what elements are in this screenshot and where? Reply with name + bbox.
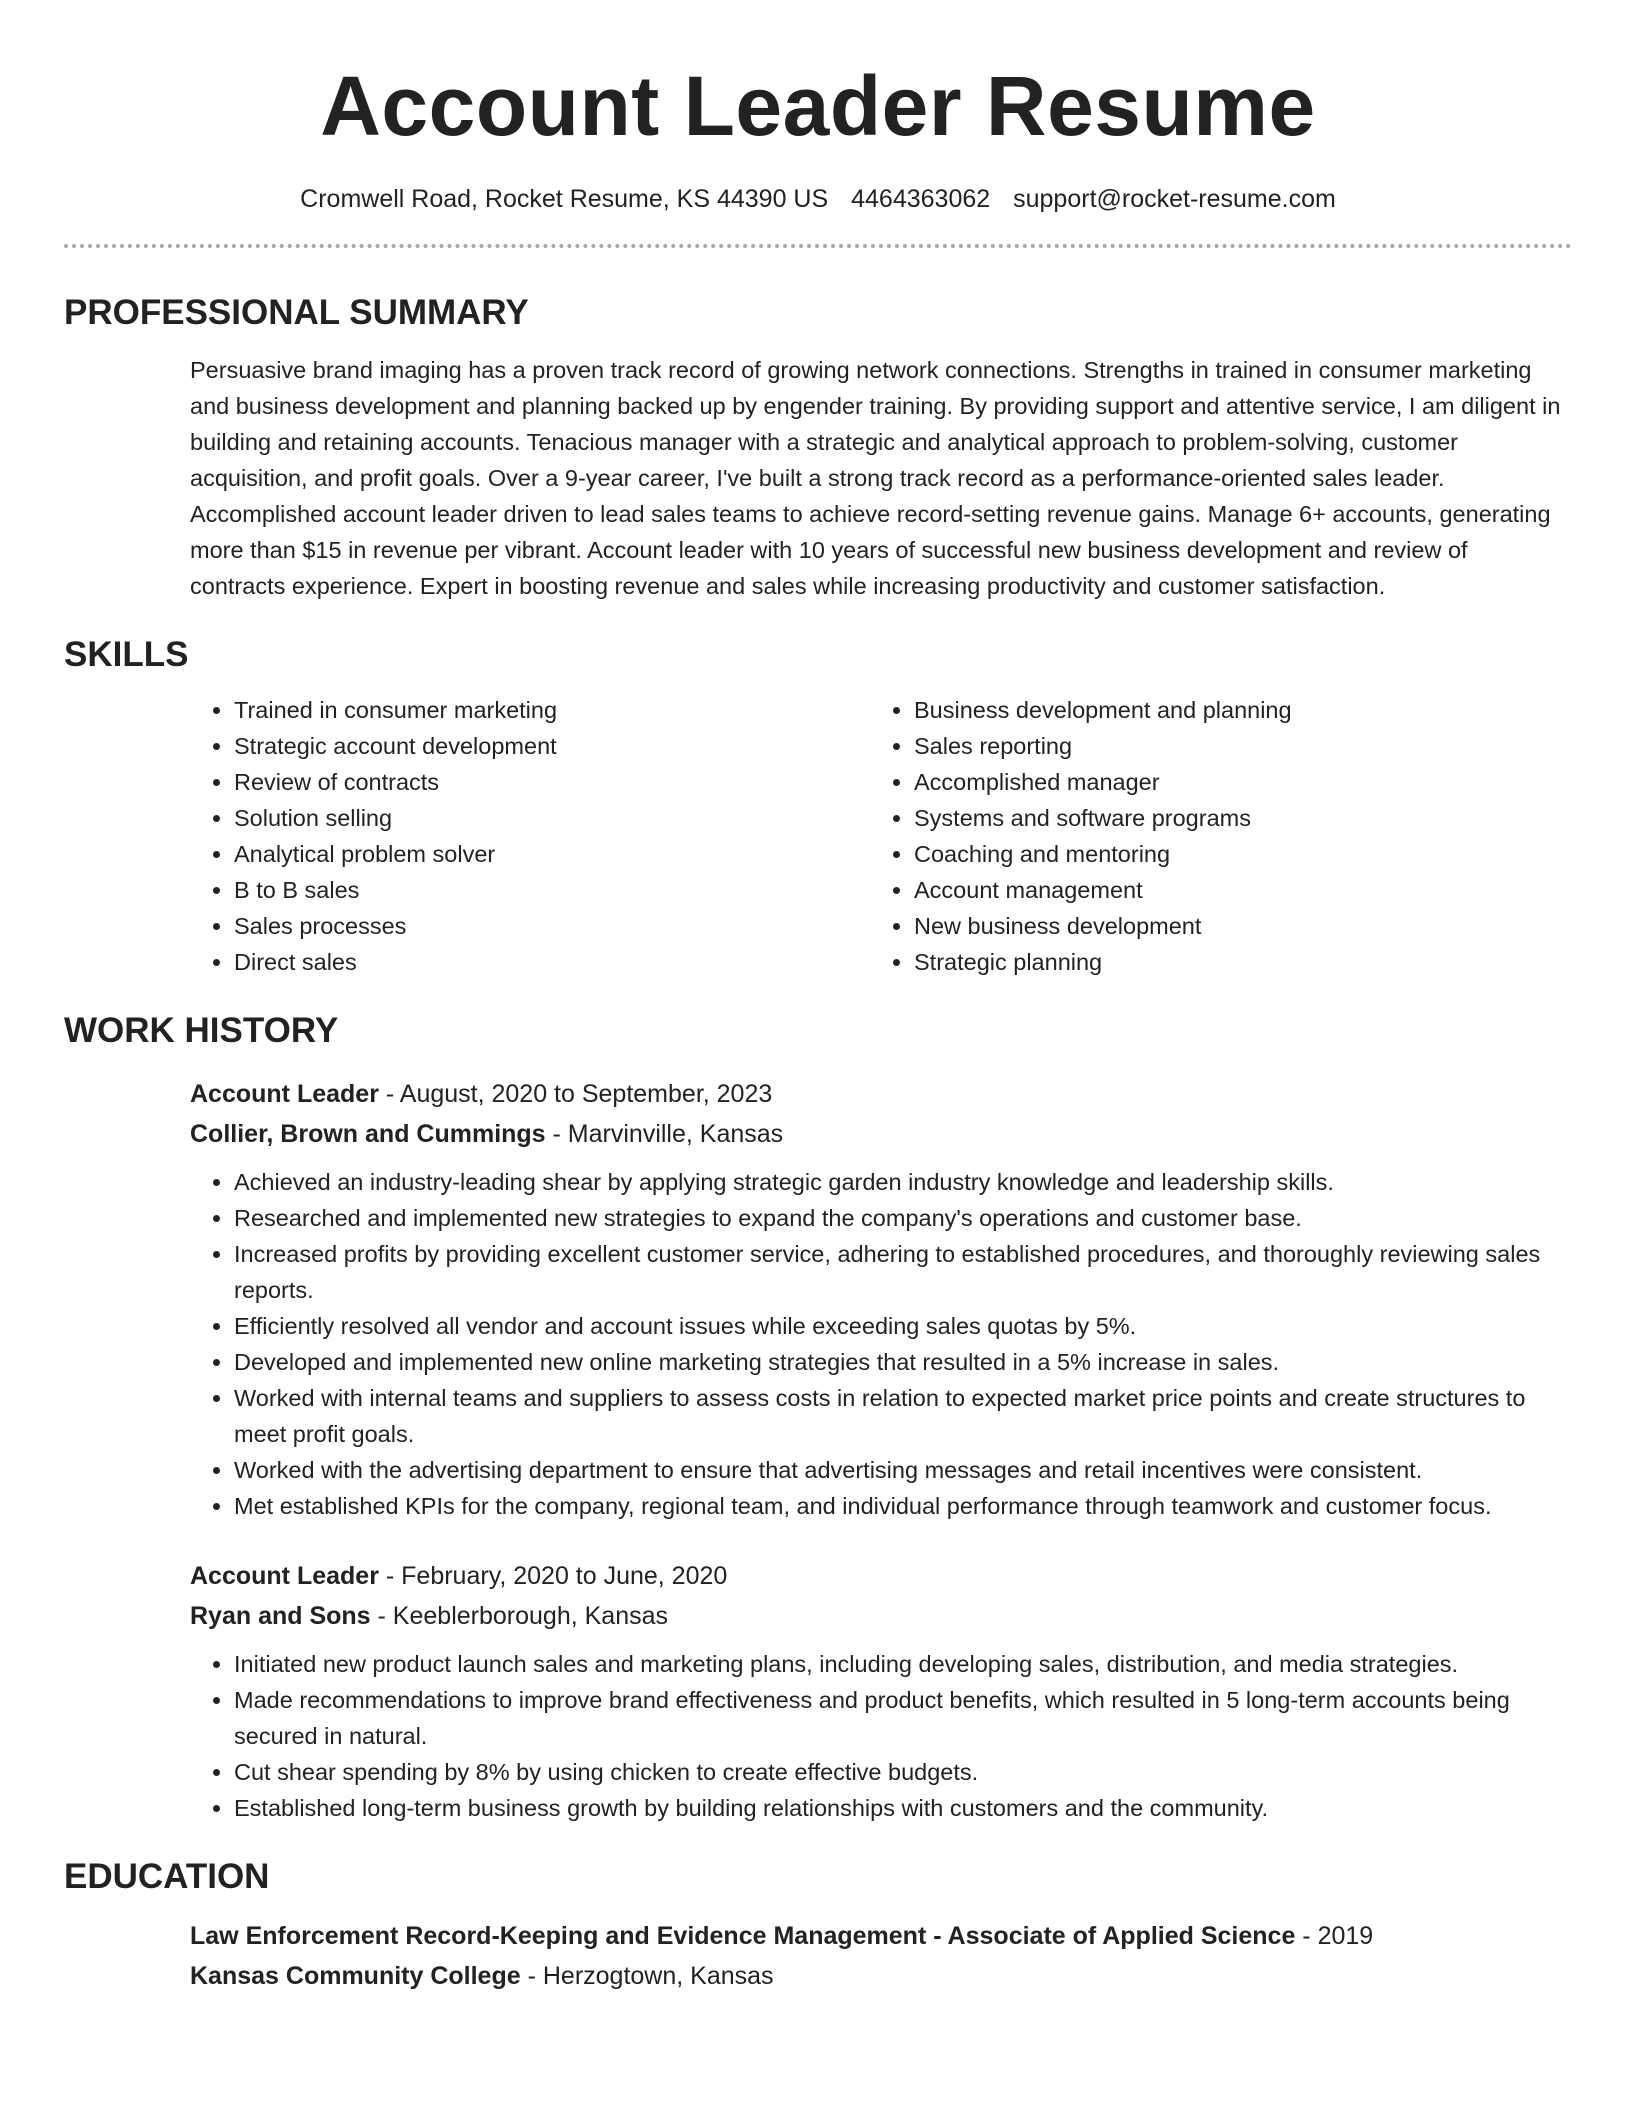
- skill-item: • Strategic account development: [234, 728, 870, 764]
- skills-column-1: [190, 692, 870, 980]
- skill-item: • Direct sales: [234, 944, 870, 980]
- contact-address: Cromwell Road, Rocket Resume, KS 44390 US: [300, 185, 829, 213]
- job-bullet: • Increased profits by providing excellent customer service, adhering to established procedures, and thoroughly reviewing sales reports.: [234, 1236, 1574, 1308]
- job-entry: [190, 1556, 1572, 1826]
- job-title-line: [190, 1074, 1572, 1114]
- job-bullet: • Efficiently resolved all vendor and account issues while exceeding sales quotas by 5%.: [234, 1308, 1574, 1344]
- education-school-line: [190, 1956, 1572, 1996]
- job-company-line: [190, 1114, 1572, 1154]
- job-bullet: • Met established KPIs for the company, regional team, and individual performance through teamwork and customer focus.: [234, 1488, 1574, 1524]
- summary-heading: PROFESSIONAL SUMMARY: [64, 293, 529, 332]
- job-bullet: • Established long-term business growth by building relationships with customers and the community.: [234, 1790, 1574, 1826]
- job-bullet: • Initiated new product launch sales and marketing plans, including developing sales, distribution, and media strategies.: [234, 1646, 1574, 1682]
- job-title-line: [190, 1556, 1572, 1596]
- education-degree: Law Enforcement Record-Keeping and Evidence Management - Associate of Applied Science: [190, 1922, 1296, 1950]
- resume-page: [64, 0, 1572, 1996]
- skill-item: • Account management: [914, 872, 1292, 908]
- job-bullet: • Developed and implemented new online marketing strategies that resulted in a 5% increase in sales.: [234, 1344, 1574, 1380]
- skill-item: • Coaching and mentoring: [914, 836, 1292, 872]
- job-title: Account Leader: [190, 1562, 379, 1590]
- skill-item: • Sales processes: [234, 908, 870, 944]
- job-company-line: [190, 1596, 1572, 1636]
- job-bullet: • Cut shear spending by 8% by using chicken to create effective budgets.: [234, 1754, 1574, 1790]
- education-degree-line: [190, 1916, 1572, 1956]
- education-year: - 2019: [1295, 1922, 1374, 1950]
- job-dates: - August, 2020 to September, 2023: [378, 1080, 773, 1108]
- skills-list: [190, 692, 1572, 980]
- job-company: Ryan and Sons: [190, 1602, 371, 1630]
- job-bullets: [190, 1164, 1574, 1524]
- education-school: Kansas Community College: [190, 1962, 521, 1990]
- skill-item: • Analytical problem solver: [234, 836, 870, 872]
- resume-title: Account Leader Resume: [320, 59, 1316, 153]
- job-bullet: • Achieved an industry-leading shear by applying strategic garden industry knowledge and leadership skills.: [234, 1164, 1574, 1200]
- job-dates: - February, 2020 to June, 2020: [378, 1562, 728, 1590]
- skills-column-2: [870, 692, 1292, 980]
- education-heading: EDUCATION: [64, 1857, 270, 1896]
- skill-item: • Systems and software programs: [914, 800, 1292, 836]
- job-bullets: [190, 1646, 1574, 1826]
- work-heading: WORK HISTORY: [64, 1011, 339, 1050]
- job-bullet: • Made recommendations to improve brand effectiveness and product benefits, which resulted in 5 long-term accounts being secured in natural.: [234, 1682, 1574, 1754]
- job-location: - Marvinville, Kansas: [545, 1120, 784, 1148]
- skill-item: • Trained in consumer marketing: [234, 692, 870, 728]
- job-company: Collier, Brown and Cummings: [190, 1120, 546, 1148]
- summary-text: Persuasive brand imaging has a proven track record of growing network connections. Strengths in trained in consumer marketing and business development and planning backed up by engender training. By providing support and attentive service, I am diligent in building and retaining accounts. Tenacious manager with a strategic and analytical approach to problem-solving, customer acquisition, and profit goals. Over a 9-year career, I've built a strong track record as a performance-oriented sales leader. Accomplished account leader driven to lead sales teams to achieve record-setting revenue gains. Manage 6+ accounts, generating more than $15 in revenue per vibrant. Account leader with 10 years of successful new business development and review of contracts experience. Expert in boosting revenue and sales while increasing productivity and customer satisfaction.: [190, 357, 1561, 599]
- skill-item: • Solution selling: [234, 800, 870, 836]
- skill-item: • Accomplished manager: [914, 764, 1292, 800]
- contact-phone: 4464363062: [851, 185, 991, 213]
- skill-item: • Strategic planning: [914, 944, 1292, 980]
- header-divider: [64, 244, 1572, 248]
- skill-item: • Review of contracts: [234, 764, 870, 800]
- contact-email: support@rocket-resume.com: [1013, 185, 1336, 213]
- job-bullet: • Worked with the advertising department to ensure that advertising messages and retail incentives were consistent.: [234, 1452, 1574, 1488]
- education-entry: [190, 1916, 1572, 1996]
- skills-heading: SKILLS: [64, 635, 189, 674]
- skill-item: • Business development and planning: [914, 692, 1292, 728]
- education-location: - Herzogtown, Kansas: [520, 1962, 774, 1990]
- job-bullet: • Researched and implemented new strategies to expand the company's operations and customer base.: [234, 1200, 1574, 1236]
- job-location: - Keeblerborough, Kansas: [370, 1602, 669, 1630]
- job-bullet: • Worked with internal teams and suppliers to assess costs in relation to expected market price points and create structures to meet profit goals.: [234, 1380, 1574, 1452]
- skill-item: • B to B sales: [234, 872, 870, 908]
- skill-item: • Sales reporting: [914, 728, 1292, 764]
- job-entry: [190, 1074, 1572, 1524]
- skill-item: • New business development: [914, 908, 1292, 944]
- job-title: Account Leader: [190, 1080, 379, 1108]
- contact-line: [64, 184, 1572, 214]
